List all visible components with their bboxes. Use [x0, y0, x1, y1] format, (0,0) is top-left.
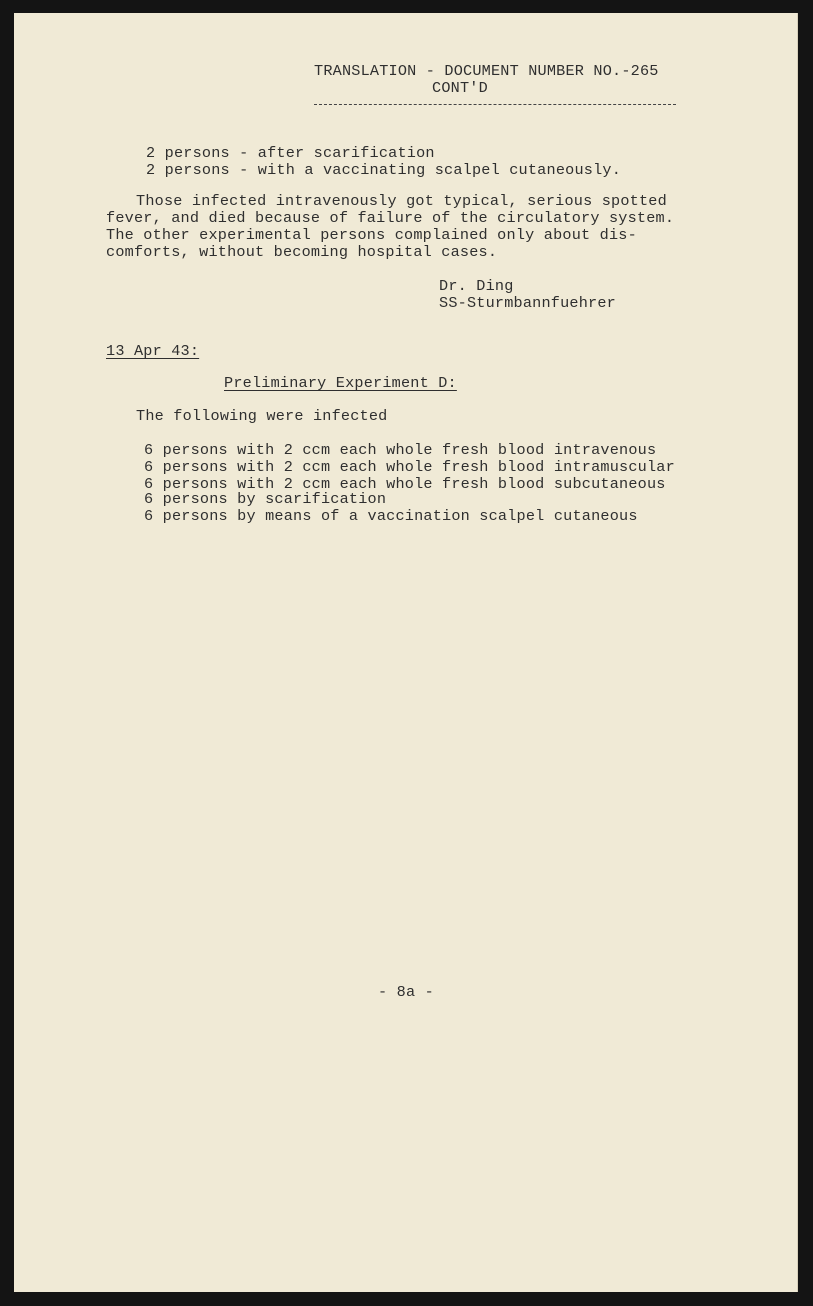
list-item: 6 persons with 2 ccm each whole fresh blood intravenous	[144, 441, 657, 459]
list-item: 2 persons - after scarification	[146, 144, 435, 162]
paragraph-line: Those infected intravenously got typical, serious spotted	[136, 192, 667, 210]
document-contd: CONT'D	[432, 79, 488, 97]
list-item: 2 persons - with a vaccinating scalpel cutaneously.	[146, 161, 622, 179]
section-intro: The following were infected	[136, 407, 388, 425]
list-item: 6 persons with 2 ccm each whole fresh blood subcutaneous	[144, 475, 666, 493]
signature-title: SS-Sturmbannfuehrer	[439, 294, 616, 312]
list-item: 6 persons by means of a vaccination scalpel cutaneous	[144, 507, 638, 525]
document-page	[14, 13, 798, 1292]
paragraph-line: fever, and died because of failure of the circulatory system.	[106, 209, 675, 227]
list-item: 6 persons by scarification	[144, 490, 387, 508]
signature-name: Dr. Ding	[439, 277, 514, 295]
page-number: - 8a -	[378, 983, 434, 1001]
entry-date: 13 Apr 43:	[106, 342, 200, 360]
section-heading: Preliminary Experiment D:	[224, 374, 457, 392]
paragraph-line: comforts, without becoming hospital cases.	[106, 243, 498, 261]
header-divider	[314, 104, 676, 105]
paragraph-line: The other experimental persons complained only about dis-	[106, 226, 637, 244]
list-item: 6 persons with 2 ccm each whole fresh blood intramuscular	[144, 458, 675, 476]
document-title: TRANSLATION - DOCUMENT NUMBER NO.-265	[314, 62, 659, 80]
